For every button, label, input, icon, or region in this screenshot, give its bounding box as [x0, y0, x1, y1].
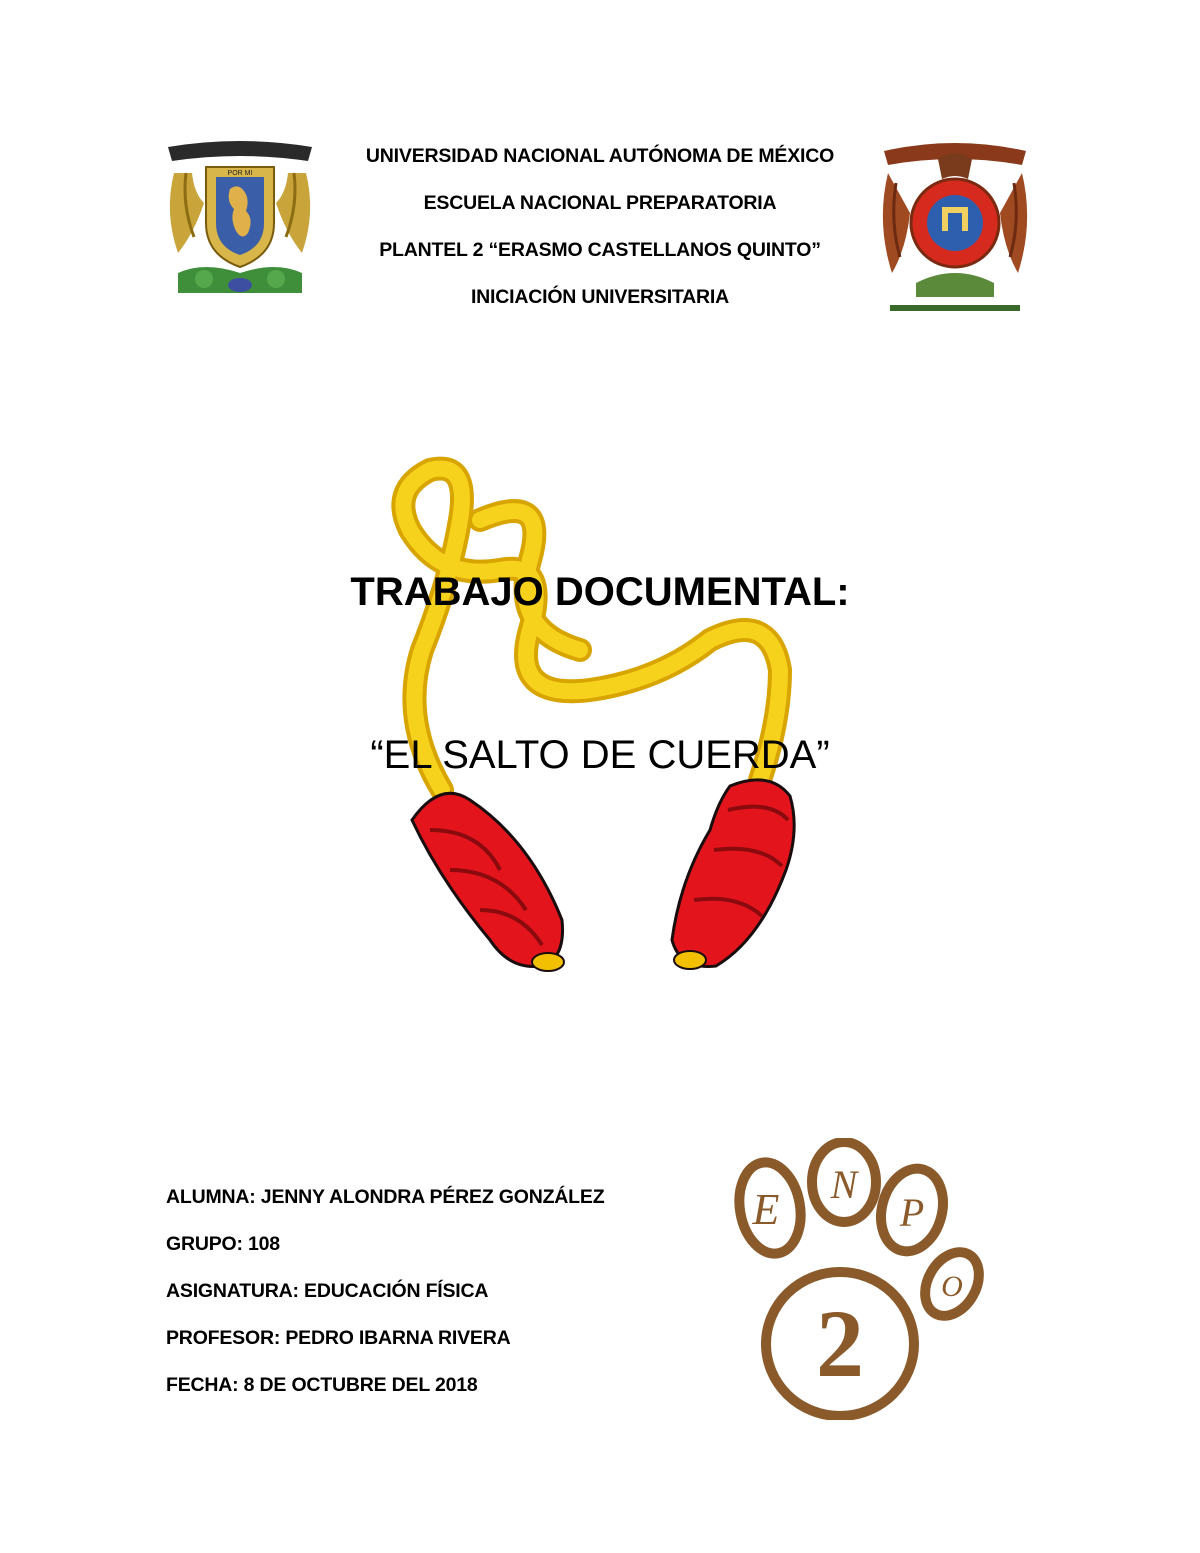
- svg-text:POR MI: POR MI: [227, 170, 253, 177]
- left-handle: [412, 793, 564, 971]
- header-block: [300, 138, 900, 326]
- student-name: ALUMNA: JENNY ALONDRA PÉREZ GONZÁLEZ: [166, 1186, 605, 1208]
- subject-name: ASIGNATURA: EDUCACIÓN FÍSICA: [166, 1280, 489, 1302]
- teacher-name: PROFESOR: PEDRO IBARNA RIVERA: [166, 1327, 511, 1349]
- campus-name: PLANTEL 2 “ERASMO CASTELLANOS QUINTO”: [379, 239, 821, 261]
- enp-plantel-2-paw-icon: [726, 1138, 986, 1420]
- unam-crest-icon: [164, 133, 316, 305]
- jump-rope-icon: [330, 400, 870, 1010]
- university-name: UNIVERSIDAD NACIONAL AUTÓNOMA DE MÉXICO: [365, 145, 835, 167]
- document-title: TRABAJO DOCUMENTAL:: [350, 570, 850, 614]
- enp-crest-icon: [876, 133, 1034, 315]
- svg-text:E: E: [752, 1185, 780, 1234]
- submission-date: FECHA: 8 DE OCTUBRE DEL 2018: [166, 1374, 478, 1396]
- right-handle: [672, 780, 794, 969]
- document-subtitle: “EL SALTO DE CUERDA”: [370, 733, 830, 777]
- svg-text:O: O: [941, 1270, 963, 1303]
- svg-text:P: P: [899, 1190, 925, 1235]
- school-name: ESCUELA NACIONAL PREPARATORIA: [423, 192, 777, 214]
- program-name: INICIACIÓN UNIVERSITARIA: [470, 286, 730, 308]
- svg-text:2: 2: [816, 1290, 864, 1397]
- svg-text:N: N: [830, 1162, 858, 1207]
- student-details: [166, 1182, 604, 1417]
- group-number: GRUPO: 108: [166, 1233, 280, 1255]
